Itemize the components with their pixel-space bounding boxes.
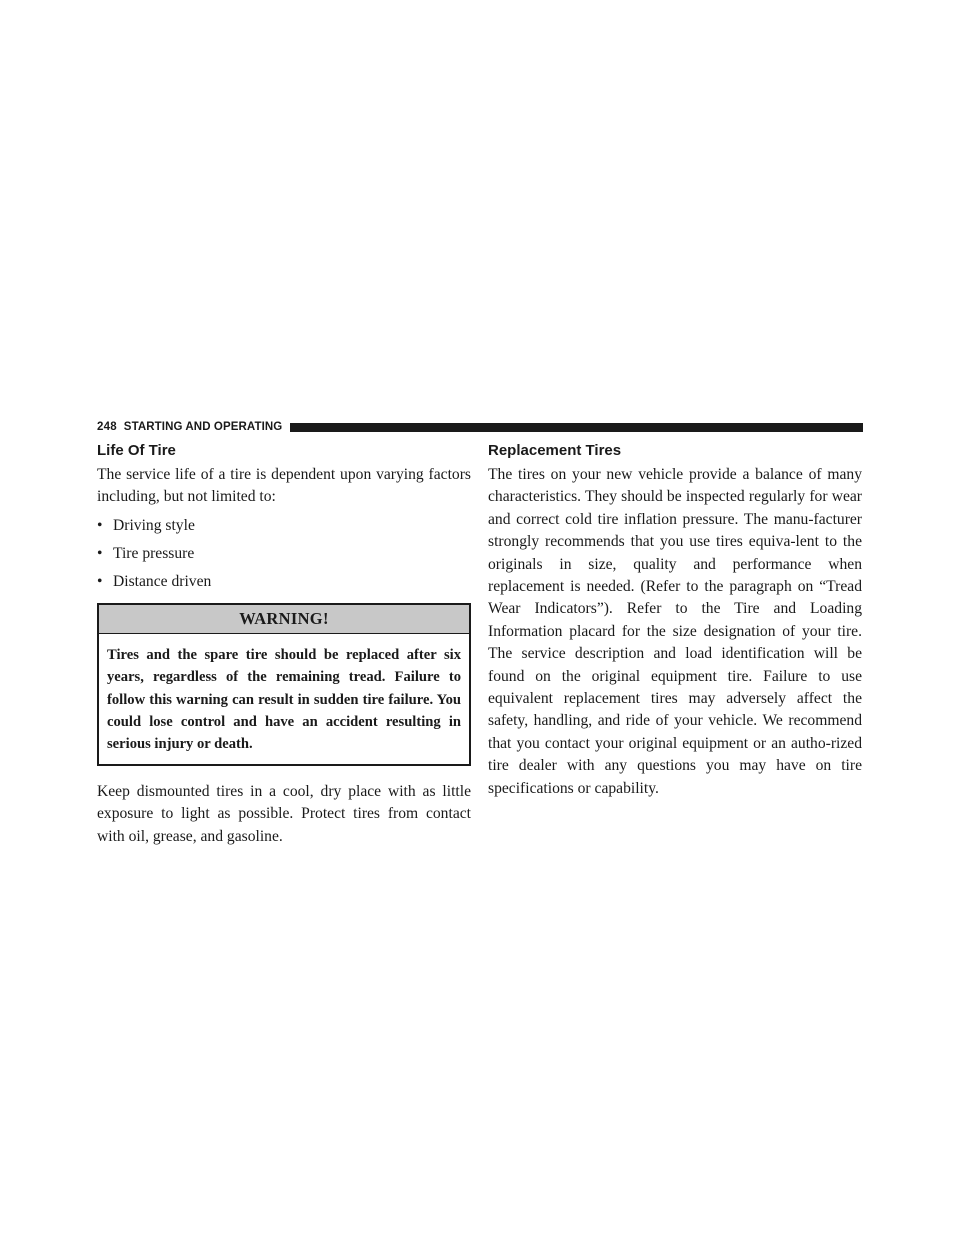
page-number: 248 xyxy=(97,421,117,433)
bullet-icon: • xyxy=(97,572,103,590)
right-column xyxy=(488,442,862,800)
header-rule xyxy=(290,423,863,432)
list-item-label: Distance driven xyxy=(113,572,212,590)
list-item xyxy=(97,515,471,537)
life-of-tire-heading: Life Of Tire xyxy=(97,442,176,459)
list-item-label: Driving style xyxy=(113,516,195,534)
storage-paragraph: Keep dismounted tires in a cool, dry place with as little exposure to light as possible. Protect tires from contact with oil, grease, and gasoline. xyxy=(97,782,471,845)
bullet-icon: • xyxy=(97,516,103,534)
section-title: STARTING AND OPERATING xyxy=(123,421,283,433)
replacement-tires-paragraph: The tires on your new vehicle provide a balance of many characteristics. They should be inspected regularly for wear and correct cold tire inflation pressure. The manu-facturer strongly recommends that you use tires equiva-lent to the originals in size, quality and performance when replacement is needed. (Refer to the paragraph on “Tread Wear Indicators”). Refer to the Tire and Loading Information placard for the size designation of your tire. The service description and load identification will be found on the original equipment tire. Failure to use equivalent replacement tires may adversely affect the safety, handling, and ride of your vehicle. We recommend that you contact your original equipment or an autho-rized tire dealer with any questions you may have on tire specifications or capability. xyxy=(488,466,862,797)
page-header xyxy=(97,419,863,435)
life-of-tire-intro: The service life of a tire is dependent upon varying factors including, but not limited to: xyxy=(97,466,471,506)
warning-text: Tires and the spare tire should be replaced after six years, regardless of the remaining tread. Failure to follow this warning can result in sudden tire failure. You could lose control and have an accident resulting in serious injury or death. xyxy=(107,646,461,753)
list-item-label: Tire pressure xyxy=(113,544,195,562)
list-item xyxy=(97,571,471,593)
list-item xyxy=(97,543,471,565)
bullet-icon: • xyxy=(97,544,103,562)
left-column xyxy=(97,442,471,848)
warning-title: WARNING! xyxy=(99,605,469,634)
replacement-tires-heading: Replacement Tires xyxy=(488,442,622,459)
warning-box xyxy=(97,603,471,766)
factor-list xyxy=(97,515,471,593)
